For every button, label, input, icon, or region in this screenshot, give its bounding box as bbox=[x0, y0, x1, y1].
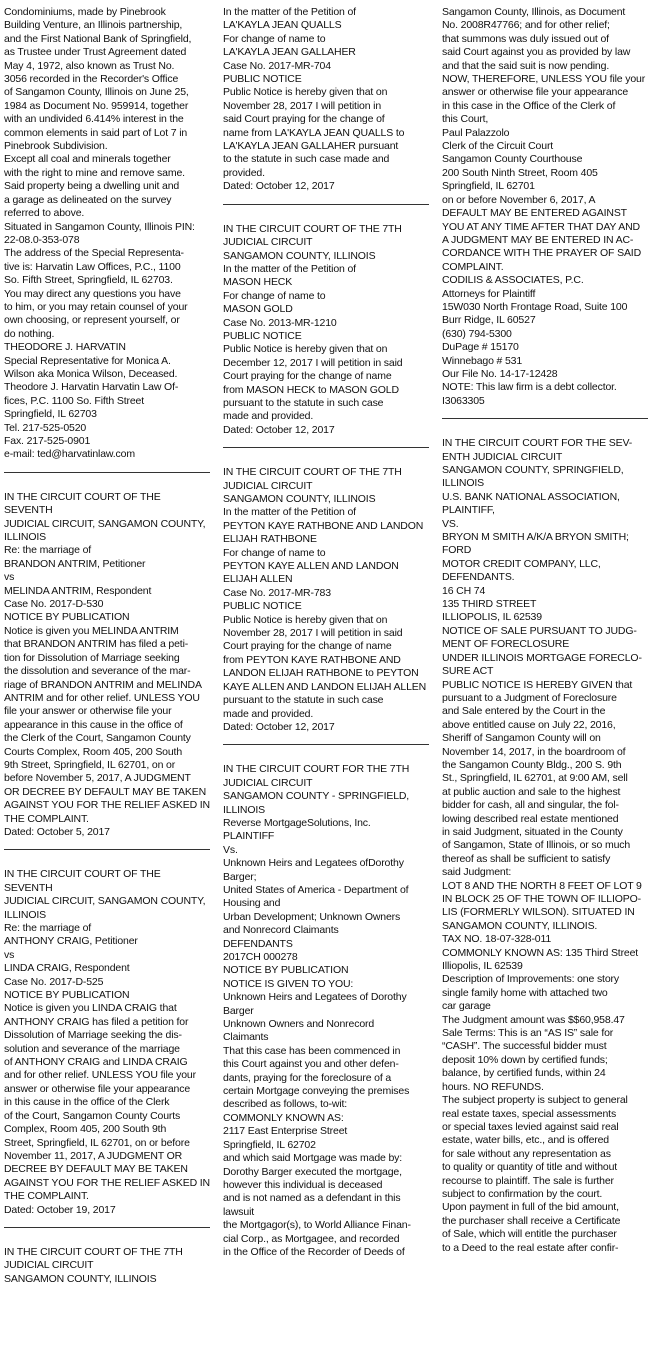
notice-text: IN THE CIRCUIT COURT OF THE 7TH JUDICIAL CIRCUIT SANGAMON COUNTY, ILLINOIS In the matter of the Petition of PEYTON KAYE RATHBONE AND LANDON ELIJAH RATHBONE For change of name to PEYTON KAYE ALLEN AND LANDON ELIJAH ALLEN Case No. 2017-MR-783 PUBLIC NOTICE Public Notice is hereby given that on November 28, 2017 I will petition in said Court praying for the change of name from PEYTON KAYE RATHBONE AND LANDON ELIJAH RATHBONE to PEYTON KAYE ALLEN AND LANDON ELIJAH ALLEN pursuant to the statute in such case made and provided. Dated: October 12, 2017 bbox=[223, 466, 427, 733]
column-2 bbox=[223, 6, 429, 1259]
notice-harvatin-special-representative bbox=[4, 6, 210, 462]
notice-text: Sangamon County, Illinois, as Document No. 2008R47766; and for other relief; that summons was duly issued out of said Court against you as provided by law and that the said suit is now pending. NOW, THEREFORE, UNLESS YOU file your answer or otherwise file your appearance in this case in the Office of the Clerk of this Court, Paul Palazzolo Clerk of the Circuit Court Sangamon County Courthouse 200 South Ninth Street, Room 405 Springfield, IL 62701 on or before November 6, 2017, A DEFAULT MAY BE ENTERED AGAINST YOU AT ANY TIME AFTER THAT DAY AND A JUDGMENT MAY BE ENTERED IN AC- CORDANCE WITH THE PRAYER OF SAID COMPLAINT. CODILIS & ASSOCIATES, P.C. Attorneys for Plaintiff 15W030 North Frontage Road, Suite 100 Burr Ridge, IL 60527 (630) 794-5300 DuPage # 15170 Winnebago # 531 Our File No. 14-17-12428 NOTE: This law firm is a debt collector. I3063305 bbox=[442, 6, 646, 407]
notice-divider bbox=[4, 849, 210, 850]
notice-text: In the matter of the Petition of LA'KAYLA JEAN QUALLS For change of name to LA'KAYLA JEAN GALLAHER Case No. 2017-MR-704 PUBLIC NOTICE Public Notice is hereby given that on November 28, 2017 I will petition in said Court praying for the change of name from LA'KAYLA JEAN QUALLS to LA'KAYLA JEAN GALLAHER pursuant to the statute in such case made and provided. Dated: October 12, 2017 bbox=[223, 6, 405, 193]
notice-heck-name-change bbox=[223, 223, 429, 438]
notice-text: IN THE CIRCUIT COURT FOR THE SEV- ENTH JUDICIAL CIRCUIT SANGAMON COUNTY, SPRINGFIELD, ILLINOIS U.S. BANK NATIONAL ASSOCIATION, PLAINTIFF, VS. BRYON M SMITH A/K/A BRYON SMITH; FORD MOTOR CREDIT COMPANY, LLC, DEFENDANTS. 16 CH 74 135 THIRD STREET ILLIOPOLIS, IL 62539 NOTICE OF SALE PURSUANT TO JUDG- MENT OF FORECLOSURE UNDER ILLINOIS MORTGAGE FORECLO- SURE ACT PUBLIC NOTICE IS HEREBY GIVEN that pursuant to a Judgment of Foreclosure and Sale entered by the Court in the above entitled cause on July 22, 2016, Sheriff of Sangamon County will on November 14, 2017, in the boardroom of the Sangamon County Bldg., 200 S. 9th St., Springfield, IL 62701, at 9:00 AM, sell at public auction and sale to the highest bidder for cash, all and singular, the fol- lowing described real estate mentioned in said Judgment, situated in the County of Sangamon, State of Illinois, or so much thereof as shall be sufficient to satisfy said Judgment: LOT 8 AND THE NORTH 8 FEET OF LOT 9 IN BLOCK 25 OF THE TOWN OF ILLIOPO- LIS (FORMERLY WILSON). SITUATED IN SANGAMON COUNTY, ILLINOIS. TAX NO. 18-07-328-011 COMMONLY KNOWN AS: 135 Third Street Illiopolis, IL 62539 Description of Improvements: one story single family home with attached two car garage The Judgment amount was $$60,958.47 Sale Terms: This is an “AS IS” sale for “CASH”. The successful bidder must deposit 10% down by certified funds; balance, by certified funds, within 24 hours. NO REFUNDS. The subject property is subject to general real estate taxes, special assessments or special taxes levied against said real estate, water bills, etc., and is offered for sale without any representation as to quality or quantity of title and without recourse to plaintiff. The sale is further subject to confirmation by the court. Upon payment in full of the bid amount, the purchaser shall receive a Certificate of Sale, which will entitle the purchaser to a Deed to the real estate after confir- bbox=[442, 437, 642, 1254]
notice-divider bbox=[223, 204, 429, 205]
notice-divider bbox=[223, 447, 429, 448]
notice-text: Condominiums, made by Pinebrook Building Venture, an Illinois partnership, and the First National Bank of Springfield, as Trustee under Trust Agreement dated May 4, 1972, also known as Trust No. 3056 recorded in the Recorder's Office of Sangamon County, Illinois on June 25, 1984 as Document No. 959914, together with an undivided 6.414% interest in the common elements in said part of Lot 7 in Pinebrook Subdivision. Except all coal and minerals together with the right to mine and remove same. Said property being a dwelling unit and a garage as delineated on the survey referred to above. Situated in Sangamon County, Illinois PIN: 22-08.0-353-078 The address of the Special Representa- tive is: Harvatin Law Offices, P.C., 1100 So. Fifth Street, Springfield, IL 62703. You may direct any questions you have to him, or you may retain counsel of your own choosing, or represent yourself, or do nothing. THEODORE J. HARVATIN Special Representative for Monica A. Wilson aka Monica Wilson, Deceased. Theodore J. Harvatin Harvatin Law Of- fices, P.C. 1100 So. Fifth Street Springfield, IL 62703 Tel. 217-525-0520 Fax. 217-525-0901 e-mail: ted@harvatinlaw.com bbox=[4, 6, 195, 461]
notice-text: IN THE CIRCUIT COURT OF THE 7TH JUDICIAL CIRCUIT SANGAMON COUNTY, ILLINOIS bbox=[4, 1245, 183, 1285]
notice-smith-foreclosure-sale bbox=[442, 437, 648, 1255]
notice-barger-foreclosure-continued bbox=[442, 6, 648, 408]
notice-text: IN THE CIRCUIT COURT OF THE SEVENTH JUDICIAL CIRCUIT, SANGAMON COUNTY, ILLINOIS Re: the marriage of BRANDON ANTRIM, Petitioner vs MELINDA ANTRIM, Respondent Case No. 2017-D-530 NOTICE BY PUBLICATION Notice is given you MELINDA ANTRIM that BRANDON ANTRIM has filed a peti- tion for Dissolution of Marriage seeking the dissolution and severance of the mar- riage of BRANDON ANTRIM and MELINDA ANTRIM and for other relief. UNLESS YOU file your answer or otherwise file your appearance in this cause in the office of the Clerk of the Court, Sangamon County Courts Complex, Room 405, 200 South 9th Street, Springfield, IL 62701, on or before November 5, 2017, A JUDGMENT OR DECREE BY DEFAULT MAY BE TAKEN AGAINST YOU FOR THE RELIEF ASKED IN THE COMPLAINT. Dated: October 5, 2017 bbox=[4, 490, 210, 838]
notice-antrim-marriage bbox=[4, 491, 210, 840]
column-3 bbox=[442, 6, 648, 1255]
notice-divider bbox=[442, 418, 648, 419]
notice-divider bbox=[223, 744, 429, 745]
notice-text: IN THE CIRCUIT COURT OF THE 7TH JUDICIAL CIRCUIT SANGAMON COUNTY, ILLINOIS In the matter of the Petition of MASON HECK For change of name to MASON GOLD Case No. 2013-MR-1210 PUBLIC NOTICE Public Notice is hereby given that on December 12, 2017 I will petition in said Court praying for the change of name from MASON HECK to MASON GOLD pursuant to the statute in such case made and provided. Dated: October 12, 2017 bbox=[223, 222, 403, 436]
notice-rathbone-name-change bbox=[223, 466, 429, 734]
notice-qualls-name-change bbox=[223, 6, 429, 194]
notice-text: IN THE CIRCUIT COURT FOR THE 7TH JUDICIAL CIRCUIT SANGAMON COUNTY - SPRINGFIELD, ILLINOIS Reverse MortgageSolutions, Inc. PLAINTIFF Vs. Unknown Heirs and Legatees ofDorothy Barger; United States of America - Department of Housing and Urban Development; Unknown Owners and Nonrecord Claimants DEFENDANTS 2017CH 000278 NOTICE BY PUBLICATION NOTICE IS GIVEN TO YOU: Unknown Heirs and Legatees of Dorothy Barger Unknown Owners and Nonrecord Claimants That this case has been commenced in this Court against you and other defen- dants, praying for the foreclosure of a certain Mortgage conveying the premises described as follows, to-wit: COMMONLY KNOWN AS: 2117 East Enterprise Street Springfield, IL 62702 and which said Mortgage was made by: Dorothy Barger executed the mortgage, however this individual is deceased and is not named as a defendant in this lawsuit the Mortgagor(s), to World Alliance Finan- cial Corp., as Mortgagee, and recorded in the Office of the Recorder of Deeds of bbox=[223, 763, 411, 1258]
notice-7th-circuit-header bbox=[4, 1246, 210, 1286]
notice-craig-marriage bbox=[4, 868, 210, 1217]
notice-barger-foreclosure bbox=[223, 763, 429, 1259]
notice-divider bbox=[4, 472, 210, 473]
notice-divider bbox=[4, 1227, 210, 1228]
column-1 bbox=[4, 6, 210, 1286]
notice-text: IN THE CIRCUIT COURT OF THE SEVENTH JUDICIAL CIRCUIT, SANGAMON COUNTY, ILLINOIS Re: the marriage of ANTHONY CRAIG, Petitioner vs LINDA CRAIG, Respondent Case No. 2017-D-525 NOTICE BY PUBLICATION Notice is given you LINDA CRAIG that ANTHONY CRAIG has filed a petition for Dissolution of Marriage seeking the dis- solution and severance of the marriage of ANTHONY CRAIG and LINDA CRAIG and for other relief. UNLESS YOU file your answer or otherwise file your appearance in this cause in the office of the Clerk of the Court, Sangamon County Courts Complex, Room 405, 200 South 9th Street, Springfield, IL 62701, on or before November 11, 2017, A JUDGMENT OR DECREE BY DEFAULT MAY BE TAKEN AGAINST YOU FOR THE RELIEF ASKED IN THE COMPLAINT. Dated: October 19, 2017 bbox=[4, 868, 210, 1216]
